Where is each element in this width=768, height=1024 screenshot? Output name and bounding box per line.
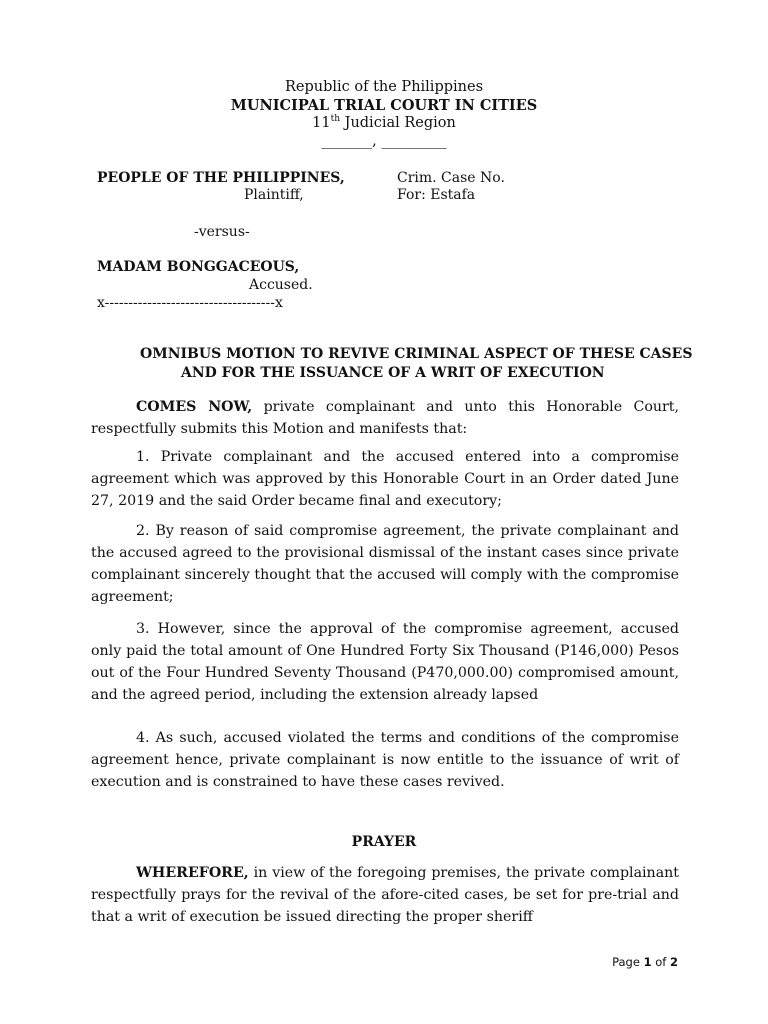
footer-page-word: Page bbox=[612, 955, 640, 969]
paragraph-1: 1. Private complainant and the accused entered into a compromise agreement which was approved by this Honorable Court in an Order dated June 27, 2019 and the said Order became final and executory; bbox=[91, 449, 679, 509]
intro-lead: COMES NOW, bbox=[136, 399, 253, 415]
footer-page-number: 1 bbox=[643, 955, 652, 969]
region-suffix: th bbox=[330, 114, 341, 125]
motion-title-line1: OMNIBUS MOTION TO REVIVE CRIMINAL ASPECT OF THESE CASES bbox=[140, 346, 693, 362]
intro-text: private complainant and unto this Honorable Court, respectfully submits this Motion and manifests that: bbox=[91, 399, 679, 437]
paragraph-2: 2. By reason of said compromise agreement, the private complainant and the accused agreed to the provisional dismissal of the instant cases since private complainant sincerely thought that the accused will comply with the compromise agreement; bbox=[91, 523, 679, 605]
region-number: 11 bbox=[312, 115, 331, 131]
header-court: MUNICIPAL TRIAL COURT IN CITIES bbox=[230, 97, 538, 114]
prayer-heading: PRAYER bbox=[351, 834, 417, 850]
intro-paragraph bbox=[91, 396, 679, 440]
paragraph-3: 3. However, since the approval of the compromise agreement, accused only paid the total amount of One Hundred Forty Six Thousand (P146,000) Pesos out of the Four Hundred Seventy Thousand (P470,000.00) compromised amount, and the agreed period, including the extension already lapsed bbox=[91, 621, 679, 703]
header-region bbox=[0, 115, 768, 131]
plaintiff-name: PEOPLE OF THE PHILIPPINES, bbox=[97, 170, 345, 186]
header-place-blank: _______, _________ bbox=[321, 133, 447, 149]
accused-role: Accused. bbox=[249, 277, 313, 293]
motion-title-line2: AND FOR THE ISSUANCE OF A WRIT OF EXECUTION bbox=[181, 365, 605, 381]
case-number: Crim. Case No. bbox=[397, 170, 505, 186]
accused-name: MADAM BONGGACEOUS, bbox=[97, 259, 300, 275]
caption-separator: x------------------------------------x bbox=[97, 295, 283, 311]
plaintiff-role: Plaintiff, bbox=[244, 187, 304, 203]
paragraph-4: 4. As such, accused violated the terms and conditions of the compromise agreement hence, private complainant is now entitle to the issuance of writ of execution and is constrained to have these cases revived. bbox=[91, 730, 679, 790]
page-footer bbox=[612, 955, 678, 969]
prayer-paragraph bbox=[91, 862, 679, 928]
header-republic: Republic of the Philippines bbox=[284, 79, 484, 95]
versus-label: -versus- bbox=[194, 224, 250, 240]
footer-of-word: of bbox=[655, 955, 667, 969]
prayer-text: in view of the foregoing premises, the private complainant respectfully prays for the revival of the afore-cited cases, be set for pre-trial and that a writ of execution be issued directing the proper sheriff bbox=[91, 865, 679, 925]
case-for: For: Estafa bbox=[397, 187, 476, 203]
region-text: Judicial Region bbox=[340, 115, 456, 131]
footer-page-total: 2 bbox=[669, 955, 678, 969]
prayer-lead: WHEREFORE, bbox=[136, 865, 249, 881]
